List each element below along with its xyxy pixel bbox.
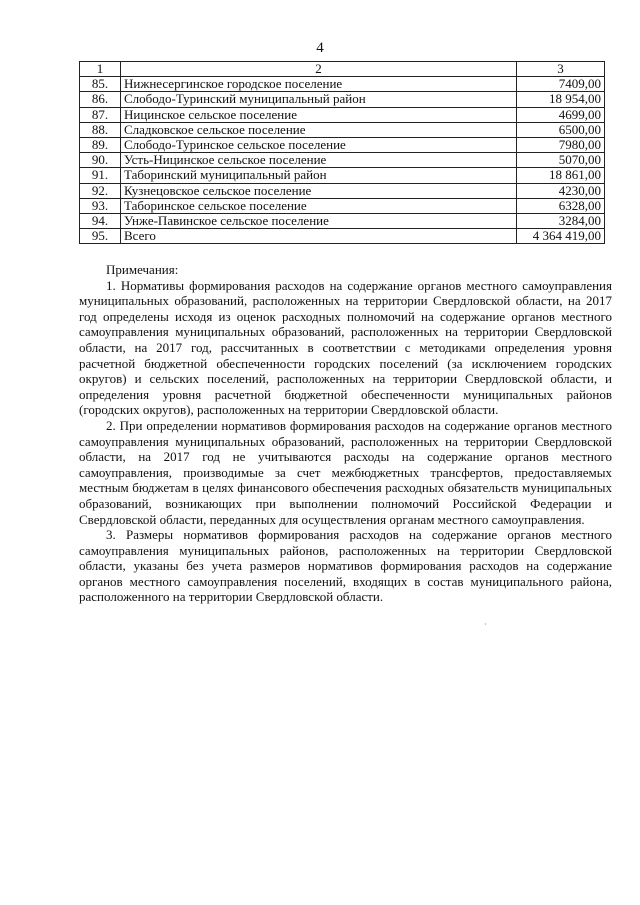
row-number: 93. [80,198,121,213]
row-name: Унже-Павинское сельское поселение [121,213,517,228]
row-amount: 6500,00 [517,122,605,137]
table-header-row [80,62,605,77]
row-number: 94. [80,213,121,228]
row-name: Слободо-Туринский муниципальный район [121,92,517,107]
row-amount: 6328,00 [517,198,605,213]
header-col-name: 2 [121,62,517,77]
row-amount: 3284,00 [517,213,605,228]
row-amount: 4699,00 [517,107,605,122]
row-name: Кузнецовское сельское поселение [121,183,517,198]
scan-mark: · [484,620,487,629]
row-number: 89. [80,137,121,152]
row-name: Всего [121,229,517,244]
row-name: Слободо-Туринское сельское поселение [121,137,517,152]
row-amount: 18 954,00 [517,92,605,107]
row-name: Ницинское сельское поселение [121,107,517,122]
row-number: 85. [80,77,121,92]
table-row [80,137,605,152]
row-number: 87. [80,107,121,122]
row-name: Усть-Ницинское сельское поселение [121,153,517,168]
notes-section [79,262,612,605]
budget-table-body [80,62,605,244]
row-amount: 7409,00 [517,77,605,92]
row-amount: 18 861,00 [517,168,605,183]
table-row [80,122,605,137]
row-amount: 5070,00 [517,153,605,168]
table-row [80,168,605,183]
table-row [80,107,605,122]
table-row [80,183,605,198]
row-number: 91. [80,168,121,183]
table-row [80,213,605,228]
notes-heading: Примечания: [106,262,179,277]
table-row [80,229,605,244]
header-col-amount: 3 [517,62,605,77]
row-name: Таборинское сельское поселение [121,198,517,213]
table-row [80,153,605,168]
row-number: 95. [80,229,121,244]
note-item-2: 2. При определении нормативов формирования расходов на содержание органов местного самоуправления муниципальных образований, расположенных на территории Свердловской области, на 2017 год не учитываются расходы на содержание органов местного самоуправления, производимые за счет межбюджетных трансфертов, предоставляемых местным бюджетам в целях финансового обеспечения расходных обязательств муниципальных образований, возникающих при выполнении полномочий Российской Федерации и Свердловской области, переданных для осуществления органам местного самоуправления. [79,417,612,527]
header-col-number: 1 [80,62,121,77]
note-item-1: 1. Нормативы формирования расходов на содержание органов местного самоуправления муниципальных образований, расположенных на территории Свердловской области, на 2017 год определены исходя из оценок расходных полномочий на содержание органов местного самоуправления муниципальных образований, расположенных на территории Свердловской области, на 2017 год, рассчитанных в соответствии с методиками определения уровня расчетной бюджетной обеспеченности городских поселений (за исключением городских округов) и сельских поселений, расположенных на территории Свердловской области, и определения уровня расчетной бюджетной обеспеченности муниципальных районов (городских округов), расположенных на территории Свердловской области. [79,277,612,418]
row-name: Нижнесергинское городское поселение [121,77,517,92]
row-amount: 4230,00 [517,183,605,198]
page-number: 4 [316,40,324,56]
table-row [80,198,605,213]
table-row [80,92,605,107]
row-number: 90. [80,153,121,168]
row-number: 88. [80,122,121,137]
row-number: 92. [80,183,121,198]
row-name: Сладковское сельское поселение [121,122,517,137]
row-number: 86. [80,92,121,107]
row-amount: 7980,00 [517,137,605,152]
budget-table [79,61,605,244]
table-row [80,77,605,92]
row-name: Таборинский муниципальный район [121,168,517,183]
note-item-3: 3. Размеры нормативов формирования расходов на содержание органов местного самоуправления муниципальных районов, расположенных на территории Свердловской области, указаны без учета размеров нормативов формирования расходов на содержание органов местного самоуправления поселений, входящих в состав муниципального района, расположенного на территории Свердловской области. [79,527,612,605]
row-amount: 4 364 419,00 [517,229,605,244]
